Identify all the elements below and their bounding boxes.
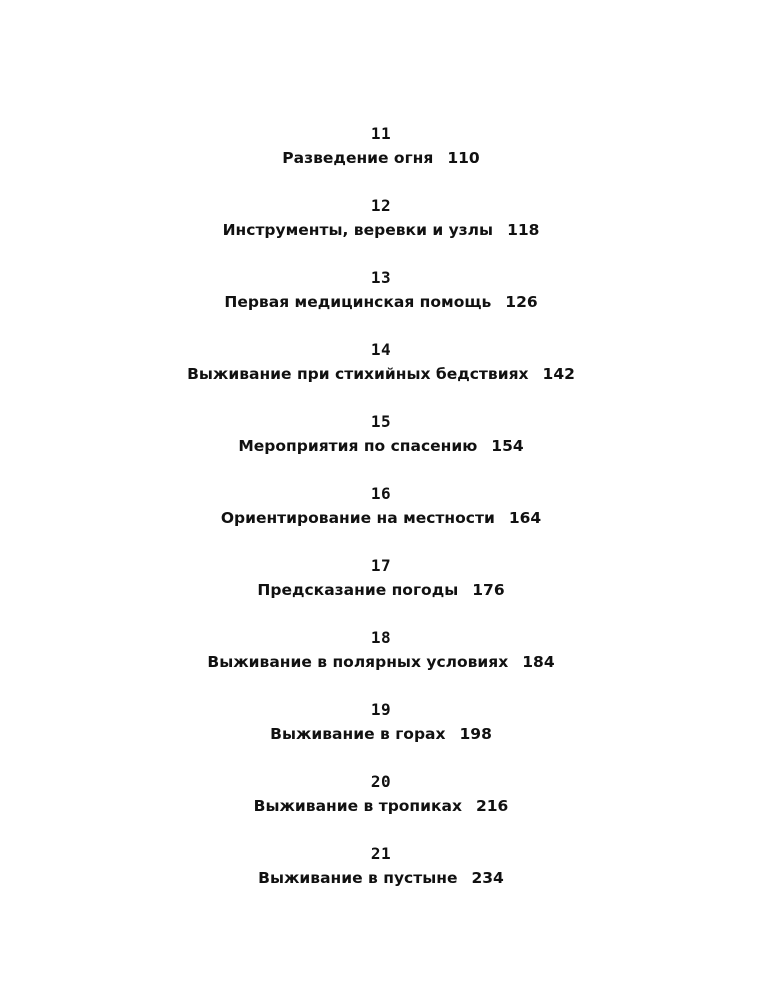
chapter-page: 126 [505, 293, 538, 311]
chapter-line [207, 652, 554, 672]
chapter-page: 142 [542, 365, 575, 383]
chapter-title: Инструменты, веревки и узлы [222, 221, 494, 239]
chapter-page: 164 [508, 509, 542, 527]
toc-entry [258, 844, 504, 916]
table-of-contents [0, 124, 762, 916]
chapter-number: 12 [370, 196, 392, 215]
toc-entry [238, 412, 523, 484]
chapter-page: 110 [447, 149, 480, 167]
chapter-line [221, 508, 541, 528]
chapter-number: 19 [370, 700, 392, 719]
chapter-page: 216 [475, 797, 509, 815]
chapter-line [223, 220, 540, 240]
chapter-line [270, 724, 492, 744]
chapter-page: 184 [522, 653, 555, 671]
chapter-number: 20 [370, 772, 392, 791]
chapter-page: 118 [507, 221, 540, 239]
chapter-title: Выживание в горах [270, 725, 446, 743]
chapter-line [257, 580, 504, 600]
chapter-number: 21 [370, 844, 392, 863]
chapter-number: 13 [370, 268, 392, 287]
chapter-title: Предсказание погоды [257, 581, 459, 599]
chapter-page: 198 [459, 725, 492, 743]
toc-entry [221, 484, 541, 556]
chapter-number: 11 [370, 124, 392, 143]
chapter-title: Разведение огня [282, 149, 434, 167]
toc-entry [224, 268, 537, 340]
toc-entry [270, 700, 492, 772]
chapter-title: Мероприятия по спасению [238, 437, 478, 455]
chapter-line [238, 436, 523, 456]
chapter-page: 154 [491, 437, 524, 455]
toc-entry [187, 340, 575, 412]
toc-entry [282, 124, 479, 196]
toc-entry [223, 196, 540, 268]
chapter-title: Выживание в полярных условиях [207, 653, 509, 671]
chapter-line [254, 796, 509, 816]
chapter-number: 15 [370, 412, 392, 431]
chapter-number: 14 [370, 340, 392, 359]
chapter-line [282, 148, 479, 168]
chapter-title: Выживание в тропиках [253, 797, 462, 815]
chapter-title: Ориентирование на местности [220, 509, 495, 527]
chapter-number: 17 [370, 556, 392, 575]
toc-entry [254, 772, 509, 844]
chapter-title: Выживание при стихийных бедствиях [187, 365, 529, 383]
chapter-page: 176 [472, 581, 505, 599]
chapter-number: 18 [370, 628, 392, 647]
toc-entry [207, 628, 554, 700]
chapter-line [258, 868, 504, 888]
chapter-title: Выживание в пустыне [258, 869, 458, 887]
chapter-title: Первая медицинская помощь [224, 293, 492, 311]
chapter-page: 234 [471, 869, 504, 887]
chapter-number: 16 [370, 484, 392, 503]
toc-entry [257, 556, 504, 628]
chapter-line [187, 364, 575, 384]
chapter-line [224, 292, 537, 312]
